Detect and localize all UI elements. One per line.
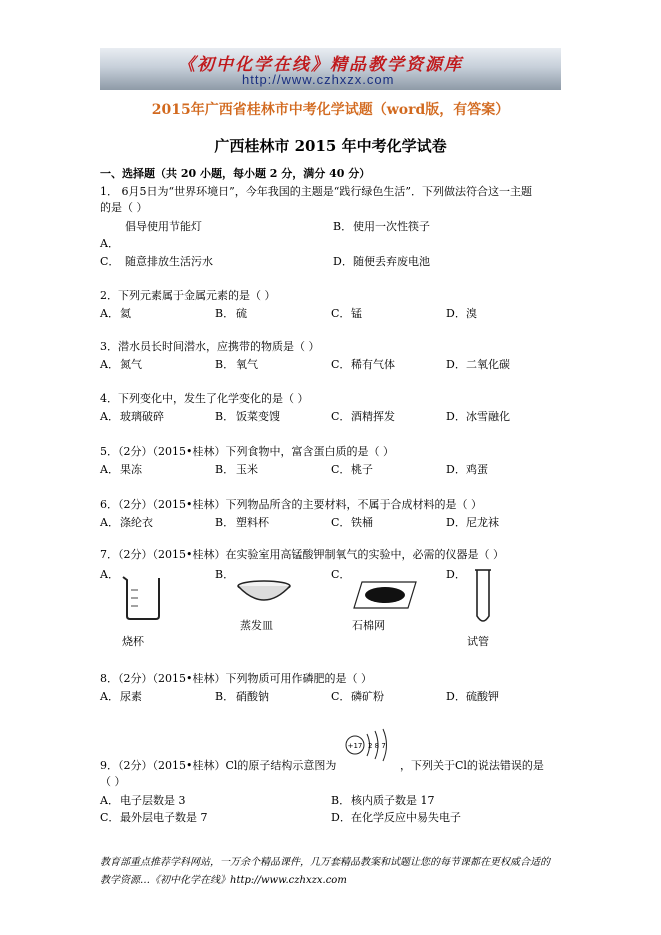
banner-url[interactable]: http://www.czhxzx.com [242,72,395,87]
q9-option-d-text: 在化学反应中易失电子 [351,811,461,824]
q1-option-c-text: 随意排放生活污水 [125,255,213,268]
question-1-line2: 的是（ ） [100,201,148,214]
q8-option-c-text: 磷矿粉 [351,690,384,703]
question-9-line1: 9．（2分）（2015•桂林）Cl的原子结构示意图为 [100,759,337,772]
q3-option-a-letter: A． [100,358,119,371]
q5-option-b-letter: B． [215,463,235,476]
question-6-line1: 6．（2分）（2015•桂林）下列物品所含的主要材料，不属于合成材料的是（ ） [100,498,482,511]
q1-option-a-letter: A． [100,237,119,250]
section-heading: 一、选择题（共 20 小题，每小题 2 分，满分 40 分） [100,167,371,180]
q3-option-c-text: 稀有气体 [351,358,395,371]
question-1-line1: 1． 6月5日为“世界环境日”，今年我国的主题是“践行绿色生活”．下列做法符合这一主题 [100,185,532,198]
footer-line-2: 教学资源…《初中化学在线》http://www.czhxzx.com [100,875,347,886]
q7-option-d-letter: D． [446,568,466,581]
q2-option-a-letter: A． [100,307,119,320]
q7-option-b-text: 蒸发皿 [240,619,273,632]
q4-option-d-text: 冰雪融化 [466,410,510,423]
asbestos-gauze-icon [352,580,418,610]
q2-option-d-text: 溴 [466,307,477,320]
atom-shells-label: 2 8 7 [368,742,386,750]
q5-option-c-text: 桃子 [351,463,373,476]
q4-option-c-letter: C． [331,410,351,423]
q5-option-c-letter: C． [331,463,351,476]
q7-option-d-text: 试管 [467,635,489,648]
q2-option-b-letter: B． [215,307,235,320]
document-title: 2015年广西省桂林市中考化学试题（word版，有答案） [151,102,510,118]
question-4-line1: 4．下列变化中，发生了化学变化的是（ ） [100,392,309,405]
question-2-line1: 2．下列元素属于金属元素的是（ ） [100,289,276,302]
q6-option-c-text: 铁桶 [351,516,373,529]
q6-option-a-letter: A． [100,516,119,529]
q9-option-b-text: 核内质子数是 17 [351,794,435,807]
atom-nucleus-label: +17 [347,742,363,750]
test-tube-icon [472,568,494,626]
q3-option-b-letter: B． [215,358,235,371]
q7-option-a-text: 烧杯 [122,635,144,648]
q1-option-d-letter: D． [333,255,353,268]
q1-option-b-letter: B． [333,220,353,233]
q5-option-b-text: 玉米 [236,463,258,476]
q8-option-b-letter: B． [215,690,235,703]
q9-option-b-letter: B． [331,794,351,807]
q4-option-c-text: 酒精挥发 [351,410,395,423]
question-9-line1b: ，下列关于Cl的说法错误的是 [400,759,544,772]
q2-option-c-text: 锰 [351,307,362,320]
q4-option-a-letter: A． [100,410,119,423]
q8-option-b-text: 硝酸钠 [236,690,269,703]
q8-option-a-text: 尿素 [120,690,142,703]
q9-option-d-letter: D． [331,811,351,824]
q7-option-b-letter: B． [215,568,235,581]
header-banner [100,48,561,90]
q5-option-d-text: 鸡蛋 [466,463,488,476]
q2-option-b-text: 硫 [236,307,247,320]
q9-option-c-letter: C． [100,811,120,824]
q6-option-d-text: 尼龙袜 [466,516,499,529]
q6-option-a-text: 涤纶衣 [120,516,153,529]
q1-option-d-text: 随便丢弃废电池 [353,255,430,268]
paper-title: 广西桂林市 2015 年中考化学试卷 [214,137,447,155]
q4-option-b-letter: B． [215,410,235,423]
q8-option-d-letter: D． [446,690,466,703]
banner-title: 《初中化学在线》精品教学资源库 [178,55,463,75]
q5-option-d-letter: D． [446,463,466,476]
q3-option-c-letter: C． [331,358,351,371]
q8-option-d-text: 硫酸钾 [466,690,499,703]
q3-option-d-text: 二氧化碳 [466,358,510,371]
chlorine-atom-diagram [344,728,396,762]
q9-option-c-text: 最外层电子数是 7 [120,811,208,824]
q6-option-c-letter: C． [331,516,351,529]
question-9-line2: （ ） [100,775,126,788]
q5-option-a-text: 果冻 [120,463,142,476]
q3-option-d-letter: D． [446,358,466,371]
question-5-line1: 5．（2分）（2015•桂林）下列食物中，富含蛋白质的是（ ） [100,445,394,458]
q9-option-a-text: 电子层数是 3 [120,794,186,807]
question-3-line1: 3．潜水员长时间潜水，应携带的物质是（ ） [100,340,320,353]
q6-option-d-letter: D． [446,516,466,529]
question-8-line1: 8．（2分）（2015•桂林）下列物质可用作磷肥的是（ ） [100,672,372,685]
q4-option-d-letter: D． [446,410,466,423]
q6-option-b-text: 塑料杯 [236,516,269,529]
q7-option-c-text: 石棉网 [352,619,385,632]
q4-option-a-text: 玻璃破碎 [120,410,164,423]
q4-option-b-text: 饭菜变馊 [236,410,280,423]
q7-option-c-letter: C． [331,568,351,581]
footer-line-1: 教育部重点推荐学科网站，一万余个精品课件，几万套精品教案和试题让您的每节课都在更权威合适的 [100,857,550,868]
q2-option-d-letter: D． [446,307,466,320]
q2-option-a-text: 氦 [120,307,131,320]
q3-option-b-text: 氧气 [236,358,258,371]
q5-option-a-letter: A． [100,463,119,476]
evaporating-dish-icon [234,578,294,608]
q2-option-c-letter: C． [331,307,351,320]
q1-option-a-text: 倡导使用节能灯 [125,220,202,233]
beaker-icon [118,572,164,622]
q8-option-c-letter: C． [331,690,351,703]
q6-option-b-letter: B． [215,516,235,529]
q8-option-a-letter: A． [100,690,119,703]
q1-option-c-letter: C． [100,255,120,268]
question-7-line1: 7．（2分）（2015•桂林）在实验室用高锰酸钾制氧气的实验中，必需的仪器是（ ） [100,548,504,561]
q3-option-a-text: 氮气 [120,358,142,371]
q1-option-b-text: 使用一次性筷子 [353,220,430,233]
q7-option-a-letter: A． [100,568,119,581]
q9-option-a-letter: A． [100,794,119,807]
